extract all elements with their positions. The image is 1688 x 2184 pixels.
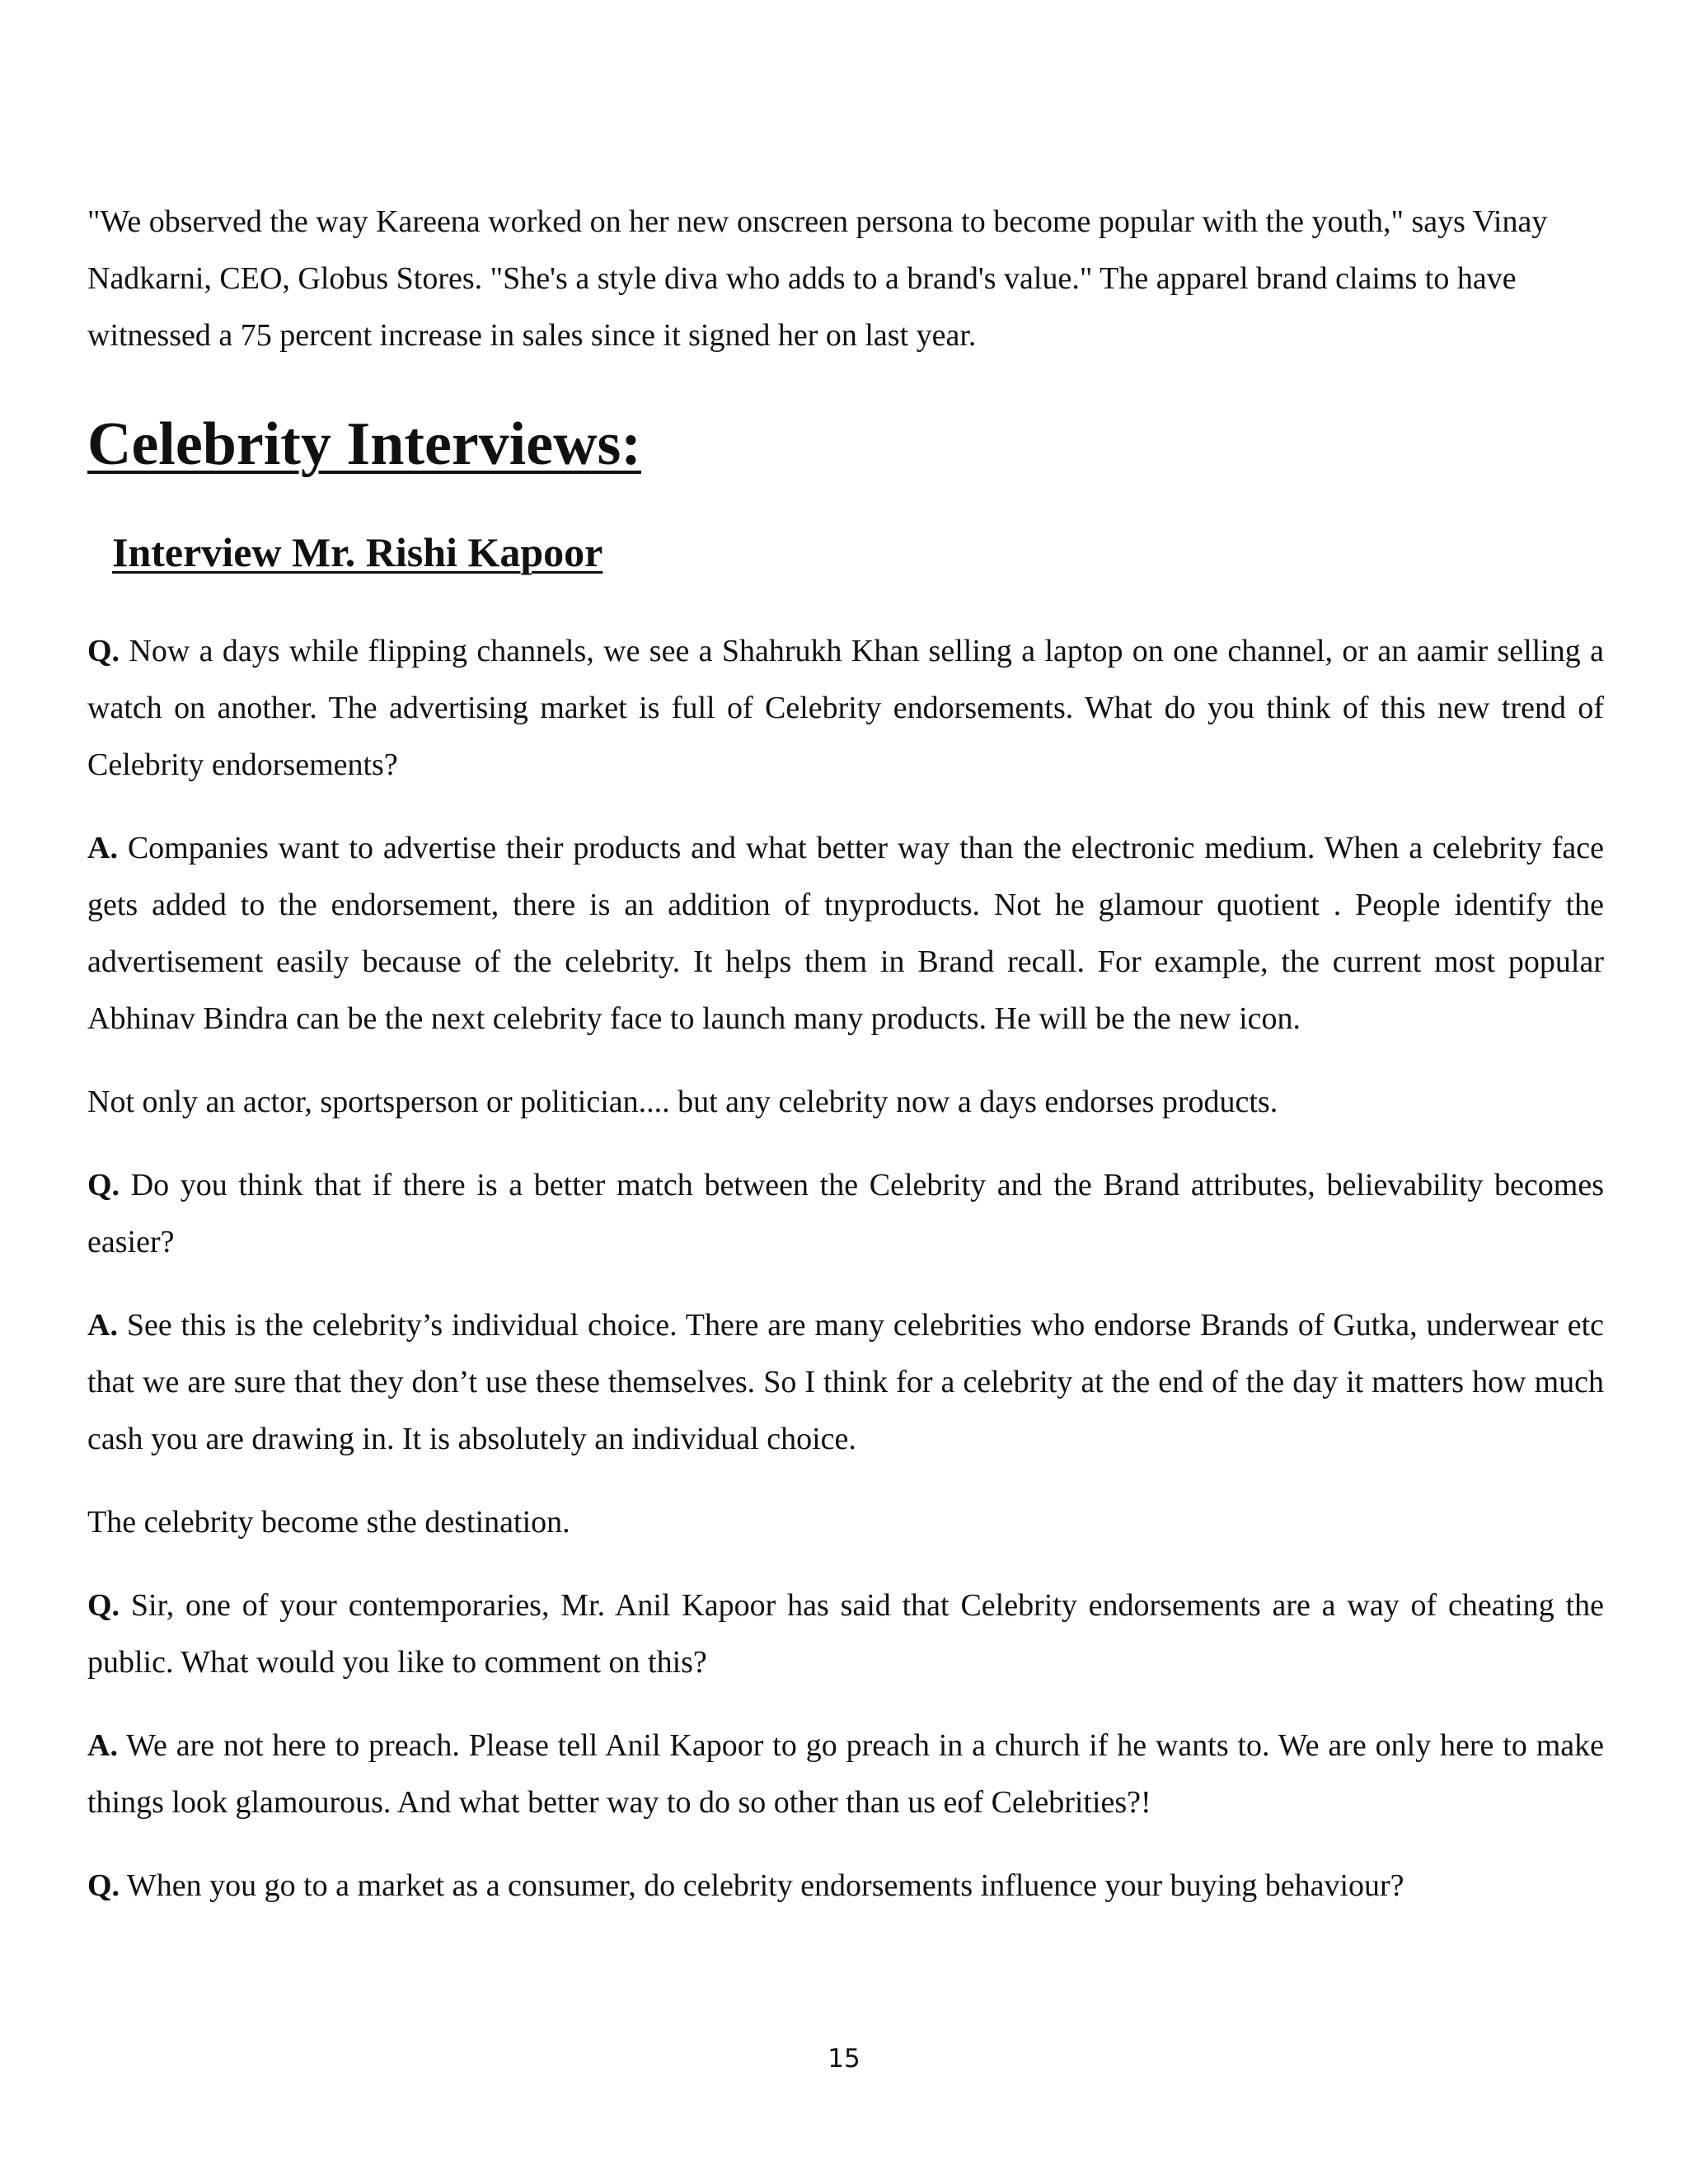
answer-paragraph bbox=[87, 1297, 1604, 1468]
page-number: 15 bbox=[828, 2044, 860, 2074]
question-text: When you go to a market as a consumer, do celebrity endorsements influence your buying behaviour? bbox=[120, 1868, 1404, 1903]
question-marker: Q. bbox=[87, 1868, 120, 1903]
question-paragraph bbox=[87, 1858, 1604, 1915]
answer-paragraph bbox=[87, 1718, 1604, 1831]
question-text: Now a days while flipping channels, we see a Shahrukh Khan selling a laptop on one channel, or an aamir selling a watch on another. The advertising market is full of Celebrity endorsements. What do you think of this new trend of Celebrity endorsements? bbox=[87, 634, 1604, 782]
section-title: Celebrity Interviews: bbox=[87, 410, 641, 478]
answer-continuation-paragraph bbox=[87, 1074, 1604, 1131]
answer-paragraph bbox=[87, 820, 1604, 1047]
question-text: Do you think that if there is a better match between the Celebrity and the Brand attributes, believability becomes easier? bbox=[87, 1168, 1604, 1259]
answer-marker: A. bbox=[87, 831, 118, 865]
question-marker: Q. bbox=[87, 1168, 120, 1202]
answer-text: Companies want to advertise their products and what better way than the electronic medium. When a celebrity face gets added to the endorsement, there is an addition of tnyproducts. Not he glamour quotient . People identify the advertisement easily because of the celebrity. It helps them in Brand recall. For example, the current most popular Abhinav Bindra can be the next celebrity face to launch many products. He will be the new icon. bbox=[87, 831, 1604, 1036]
question-paragraph bbox=[87, 623, 1604, 794]
question-marker: Q. bbox=[87, 634, 120, 668]
question-paragraph bbox=[87, 1157, 1604, 1271]
question-paragraph bbox=[87, 1577, 1604, 1691]
answer-marker: A. bbox=[87, 1308, 118, 1343]
answer-text: We are not here to preach. Please tell Anil Kapoor to go preach in a church if he wants to. We are only here to make things look glamourous. And what better way to do so other than us eof Celebrities?! bbox=[87, 1728, 1604, 1820]
intro-paragraph: "We observed the way Kareena worked on her new onscreen persona to become popular with the youth," says Vinay Nadkarni, CEO, Globus Stores. "She's a style diva who adds to a brand's value." The apparel brand claims to have witnessed a 75 percent increase in sales since it signed her on last year. bbox=[87, 204, 1548, 353]
answer-continuation-paragraph bbox=[87, 1494, 1604, 1551]
answer-continuation-text: Not only an actor, sportsperson or politician.... but any celebrity now a days endorses products. bbox=[87, 1085, 1278, 1119]
question-text: Sir, one of your contemporaries, Mr. Anil Kapoor has said that Celebrity endorsements are a way of cheating the public. What would you like to comment on this? bbox=[87, 1588, 1604, 1680]
answer-marker: A. bbox=[87, 1728, 118, 1763]
question-marker: Q. bbox=[87, 1588, 120, 1623]
answer-text: See this is the celebrity’s individual choice. There are many celebrities who endorse Brands of Gutka, underwear etc that we are sure that they don’t use these themselves. So I think for a celebrity at the end of the day it matters how much cash you are drawing in. It is absolutely an individual choice. bbox=[87, 1308, 1604, 1456]
interview-title: Interview Mr. Rishi Kapoor bbox=[112, 529, 603, 575]
answer-continuation-text: The celebrity become sthe destination. bbox=[87, 1505, 570, 1540]
document-page bbox=[87, 194, 1604, 1941]
